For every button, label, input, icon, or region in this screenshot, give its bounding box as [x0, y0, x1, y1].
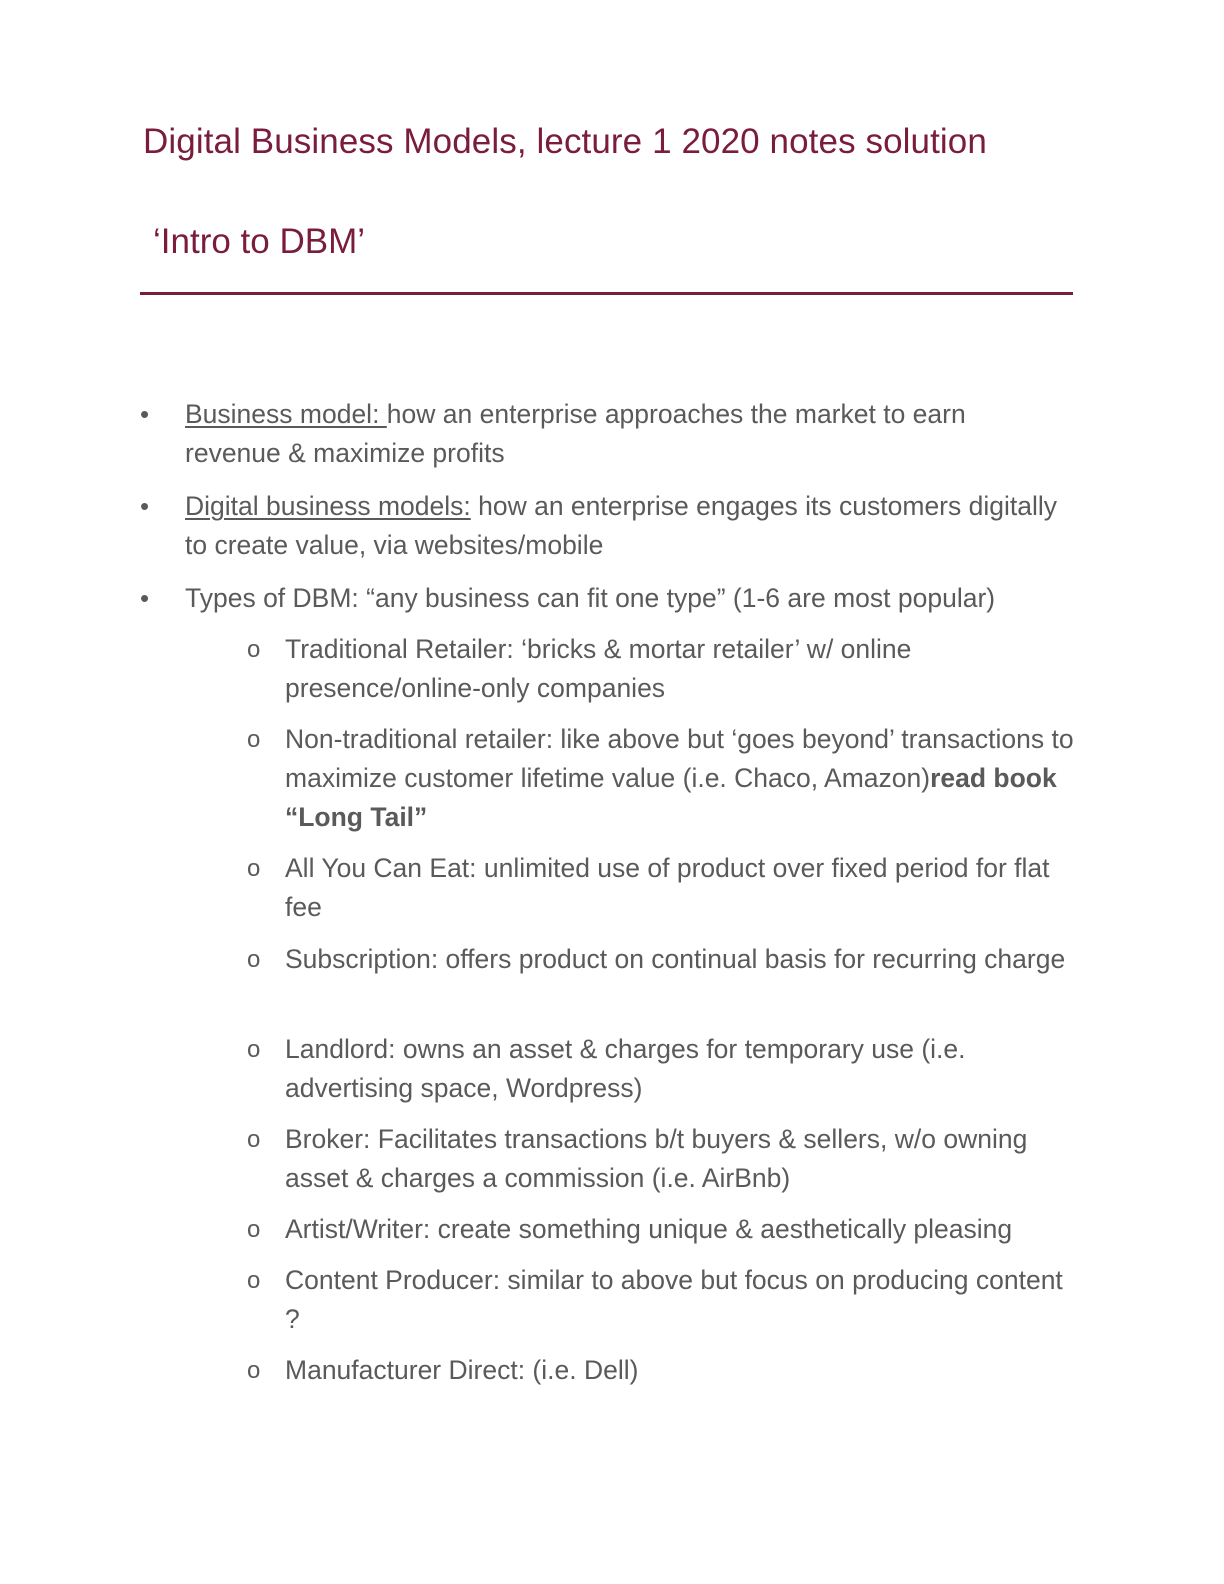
definition-business-model: how an enterprise approaches the market to earn revenue & maximize profits: [185, 399, 966, 468]
list-item-types-of-dbm: [140, 579, 1065, 618]
types-of-dbm-text: Types of DBM: “any business can fit one type” (1-6 are most popular): [185, 583, 996, 613]
book-recommendation: read book “Long Tail”: [285, 763, 1057, 832]
circle-bullet-icon: o: [247, 636, 261, 663]
sub-item-non-traditional-retailer: [247, 720, 1075, 837]
sub-item-subscription: [247, 940, 1075, 979]
list-item-digital-business-models: [140, 487, 1065, 565]
circle-bullet-icon: o: [247, 726, 261, 753]
sub-item-text: Landlord: owns an asset & charges for temporary use (i.e. advertising space, Wordpress): [285, 1034, 966, 1103]
circle-bullet-icon: o: [247, 855, 261, 882]
sub-item-manufacturer-direct: [247, 1351, 1075, 1390]
sub-item-artist-writer: [247, 1210, 1075, 1249]
sub-item-text: Traditional Retailer: ‘bricks & mortar retailer’ w/ online presence/online-only companies: [285, 634, 912, 703]
sub-item-text: Content Producer: similar to above but focus on producing content ?: [285, 1265, 1063, 1334]
sub-item-text: Artist/Writer: create something unique & aesthetically pleasing: [285, 1214, 1013, 1244]
sub-item-text: Subscription: offers product on continual basis for recurring charge: [285, 944, 1066, 974]
circle-bullet-icon: o: [247, 946, 261, 973]
definition-digital-business-models: how an enterprise engages its customers digitally to create value, via websites/mobile: [185, 491, 1057, 560]
circle-bullet-icon: o: [247, 1126, 261, 1153]
list-item-business-model: [140, 395, 1065, 473]
term-digital-business-models: Digital business models:: [185, 491, 471, 521]
document-title: Digital Business Models, lecture 1 2020 notes solution: [143, 122, 987, 161]
circle-bullet-icon: o: [247, 1216, 261, 1243]
bullet-icon: •: [140, 491, 150, 521]
sub-item-landlord: [247, 1030, 1075, 1108]
title-divider: [140, 292, 1073, 295]
term-business-model: Business model:: [185, 399, 387, 429]
circle-bullet-icon: o: [247, 1357, 261, 1384]
sub-item-text: Broker: Facilitates transactions b/t buyers & sellers, w/o owning asset & charges a commission (i.e. AirBnb): [285, 1124, 1028, 1193]
sub-item-broker: [247, 1120, 1075, 1198]
sub-item-all-you-can-eat: [247, 849, 1075, 927]
sub-item-traditional-retailer: [247, 630, 1075, 708]
circle-bullet-icon: o: [247, 1036, 261, 1063]
sub-item-text: Manufacturer Direct: (i.e. Dell): [285, 1355, 639, 1385]
sub-item-text: All You Can Eat: unlimited use of product over fixed period for flat fee: [285, 853, 1050, 922]
document-subtitle: ‘Intro to DBM’: [153, 222, 365, 261]
sub-item-content-producer: [247, 1261, 1075, 1339]
sub-item-text: Non-traditional retailer: like above but ‘goes beyond’ transactions to maximize customer lifetime value (i.e. Chaco, Amazon): [285, 724, 1074, 793]
circle-bullet-icon: o: [247, 1267, 261, 1294]
bullet-icon: •: [140, 399, 150, 429]
bullet-icon: •: [140, 583, 150, 613]
